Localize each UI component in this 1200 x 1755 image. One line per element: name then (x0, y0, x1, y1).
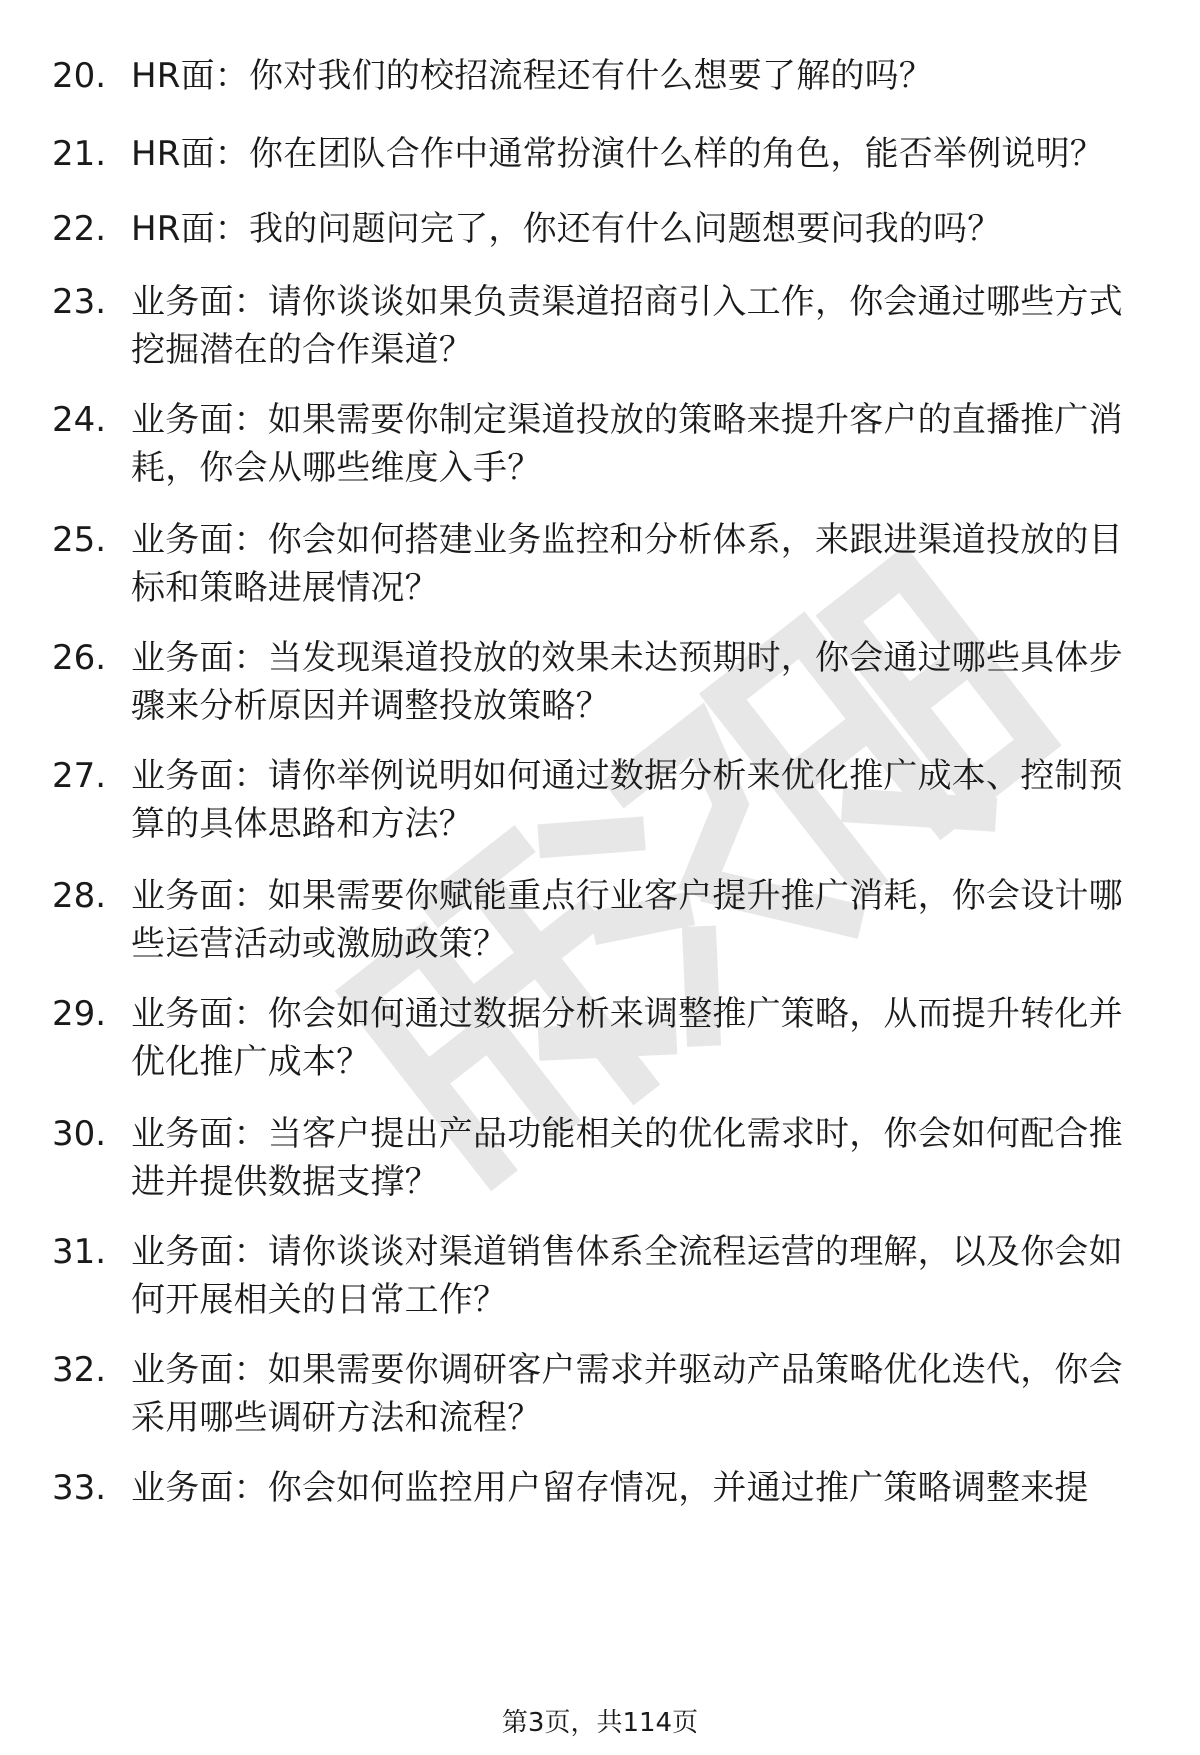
question-number: 28. (52, 876, 107, 916)
question-text: HR面：我的问题问完了，你还有什么问题想要问我的吗？ (131, 209, 1002, 249)
question-number: 21. (52, 134, 107, 174)
question-number: 25. (52, 520, 107, 560)
question-number: 26. (52, 638, 107, 678)
question-number: 29. (52, 994, 107, 1034)
question-number: 31. (52, 1232, 107, 1272)
question-number: 22. (52, 209, 107, 249)
question-text: 业务面：请你谈谈如果负责渠道招商引入工作，你会通过哪些方式挖掘潜在的合作渠道？ (131, 282, 1123, 370)
question-number: 24. (52, 400, 107, 440)
question-number: 27. (52, 756, 107, 796)
question-text: 业务面：请你举例说明如何通过数据分析来优化推广成本、控制预算的具体思路和方法？ (131, 756, 1123, 844)
question-text: 业务面：你会如何监控用户留存情况，并通过推广策略调整来提 (131, 1468, 1089, 1508)
question-number: 32. (52, 1350, 107, 1390)
question-text: HR面：你在团队合作中通常扮演什么样的角色，能否举例说明？ (131, 134, 1104, 174)
question-text: 业务面：你会如何搭建业务监控和分析体系，来跟进渠道投放的目标和策略进展情况？ (131, 520, 1123, 608)
question-text: 业务面：你会如何通过数据分析来调整推广策略，从而提升转化并优化推广成本？ (131, 994, 1123, 1082)
question-text: 业务面：如果需要你赋能重点行业客户提升推广消耗，你会设计哪些运营活动或激励政策？ (131, 876, 1123, 964)
question-text: 业务面：当客户提出产品功能相关的优化需求时，你会如何配合推进并提供数据支撑？ (131, 1114, 1123, 1202)
question-number: 33. (52, 1468, 107, 1508)
question-number: 23. (52, 282, 107, 322)
question-text: 业务面：当发现渠道投放的效果未达预期时，你会通过哪些具体步骤来分析原因并调整投放策略？ (131, 638, 1123, 726)
question-number: 20. (52, 56, 107, 96)
question-text: HR面：你对我们的校招流程还有什么想要了解的吗？ (131, 56, 933, 96)
page-footer: 第3页，共114页 (501, 1708, 699, 1738)
question-text: 业务面：请你谈谈对渠道销售体系全流程运营的理解，以及你会如何开展相关的日常工作？ (131, 1232, 1123, 1320)
question-text: 业务面：如果需要你调研客户需求并驱动产品策略优化迭代，你会采用哪些调研方法和流程？ (131, 1350, 1123, 1438)
question-text: 业务面：如果需要你制定渠道投放的策略来提升客户的直播推广消耗，你会从哪些维度入手？ (131, 400, 1123, 488)
question-number: 30. (52, 1114, 107, 1154)
